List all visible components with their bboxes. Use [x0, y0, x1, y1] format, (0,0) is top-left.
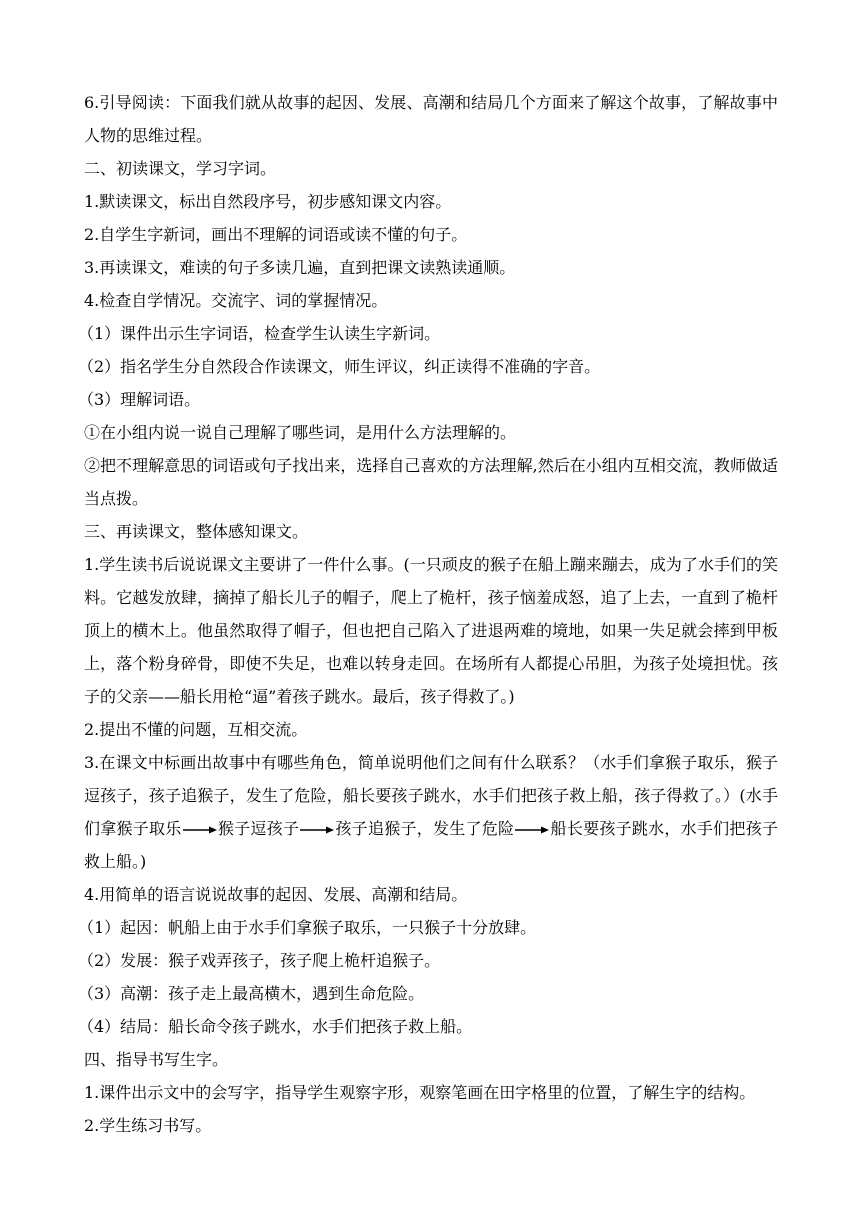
chain-step-4: 船长要孩子跳水，水手们把孩子救上船。	[84, 819, 778, 871]
stage-cause: （1）起因：帆船上由于水手们拿猴子取乐，一只猴子十分放肆。	[78, 918, 537, 937]
paragraph-step-1: 1.默读课文，标出自然段序号，初步感知课文内容。	[84, 192, 452, 211]
section-heading-4: 四、指导书写生字。	[84, 1050, 229, 1069]
chain-step-1: 水手们拿猴子取乐	[84, 786, 778, 838]
paragraph-characters	[84, 746, 778, 878]
paragraph-writing-practice: 2.学生练习书写。	[84, 1116, 212, 1135]
stage-climax: （3）高潮：孩子走上最高横木，遇到生命危险。	[78, 984, 425, 1003]
circled-item-2: ②把不理解意思的词语或句子找出来，选择自己喜欢的方法理解,然后在小组内互相交流，教师做适当点拨。	[84, 456, 778, 508]
section-heading-2: 二、初读课文，学习字词。	[84, 159, 277, 178]
right-arrow-icon	[300, 825, 334, 835]
document-body	[78, 86, 778, 1142]
characters-text: 3.在课文中标画出故事中有哪些角色，简单说明他们之间有什么联系？（水手们拿猴子取乐，猴子逗孩子，孩子追猴子，发生了危险，船长要孩子跳水，水手们把孩子救上船，孩子得救了。）	[84, 753, 778, 805]
paragraph-writing-guide: 1.课件出示文中的会写字，指导学生观察字形，观察笔画在田字格里的位置，了解生字的结构。	[84, 1083, 756, 1102]
chain-step-2: 猴子逗孩子	[217, 819, 300, 838]
chain-close-paren: )	[140, 852, 147, 871]
chain-step-3: 孩子追猴子，发生了危险	[335, 819, 515, 838]
right-arrow-icon	[515, 825, 549, 835]
paragraph-ask-questions: 2.提出不懂的问题，互相交流。	[84, 720, 308, 739]
right-arrow-icon	[183, 825, 217, 835]
circled-item-1: ①在小组内说一说自己理解了哪些词，是用什么方法理解的。	[84, 423, 517, 442]
sub-item-2: （2）指名学生分自然段合作读课文，师生评议，纠正读得不准确的字音。	[78, 357, 601, 376]
chain-open-paren: (	[739, 786, 746, 805]
paragraph-step-2: 2.自学生字新词，画出不理解的词语或读不懂的句子。	[84, 225, 468, 244]
stage-ending: （4）结局：船长命令孩子跳水，水手们把孩子救上船。	[78, 1017, 473, 1036]
paragraph-story-stages: 4.用简单的语言说说故事的起因、发展、高潮和结局。	[84, 885, 468, 904]
stage-development: （2）发展：猴子戏弄孩子，孩子爬上桅杆追猴子。	[78, 951, 441, 970]
paragraph-guide-reading: 6.引导阅读：下面我们就从故事的起因、发展、高潮和结局几个方面来了解这个故事，了解故事中人物的思维过程。	[84, 93, 778, 145]
paragraph-step-3: 3.再读课文，难读的句子多读几遍，直到把课文读熟读通顺。	[84, 258, 516, 277]
paragraph-story-summary: 1.学生读书后说说课文主要讲了一件什么事。(一只顽皮的猴子在船上蹦来蹦去，成为了水手们的笑料。它越发放肆，摘掉了船长儿子的帽子，爬上了桅杆，孩子恼羞成怒，追了上去，一直到了桅杆顶上的横木上。他虽然取得了帽子，但也把自己陷入了进退两难的境地，如果一失足就会摔到甲板上，落个粉身碎骨，即使不失足，也难以转身走回。在场所有人都提心吊胆，为孩子处境担忧。孩子的父亲——船长用枪“逼”着孩子跳水。最后，孩子得救了。)	[84, 555, 778, 706]
sub-item-1: （1）课件出示生字词语，检查学生认读生字新词。	[78, 324, 441, 343]
paragraph-step-4: 4.检查自学情况。交流字、词的掌握情况。	[84, 291, 388, 310]
section-heading-3: 三、再读课文，整体感知课文。	[84, 522, 309, 541]
sub-item-3: （3）理解词语。	[78, 390, 201, 409]
